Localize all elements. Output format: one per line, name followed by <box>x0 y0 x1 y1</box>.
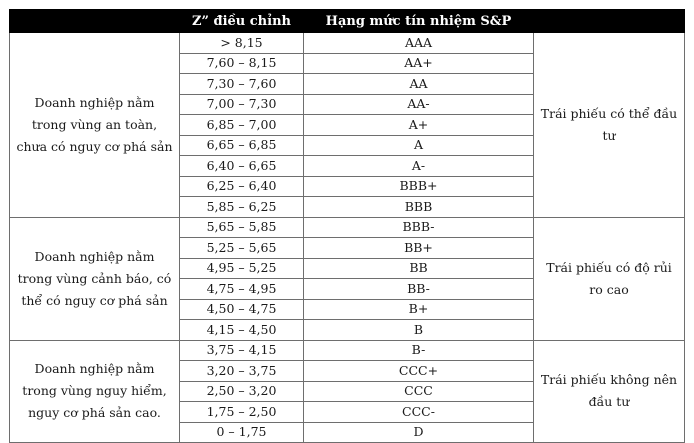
sp-rating-cell: BB+ <box>304 238 534 259</box>
header-sp-rating: Hạng mức tín nhiệm S&P <box>304 10 534 33</box>
sp-rating-cell: BBB <box>304 197 534 218</box>
z-score-range-cell: 7,30 – 7,60 <box>180 74 304 95</box>
sp-rating-cell: A <box>304 135 534 156</box>
sp-rating-cell: BB <box>304 258 534 279</box>
sp-rating-cell: D <box>304 422 534 443</box>
header-advice-column <box>534 10 685 33</box>
z-score-range-cell: 2,50 – 3,20 <box>180 381 304 402</box>
credit-rating-table-container <box>9 9 684 443</box>
z-score-range-cell: 7,60 – 8,15 <box>180 53 304 74</box>
z-score-range-cell: 6,40 – 6,65 <box>180 156 304 177</box>
header-row <box>10 10 685 33</box>
z-score-range-cell: 7,00 – 7,30 <box>180 94 304 115</box>
sp-rating-cell: BBB- <box>304 217 534 238</box>
z-score-range-cell: 5,85 – 6,25 <box>180 197 304 218</box>
sp-rating-cell: CCC+ <box>304 361 534 382</box>
bond-advice-label: Trái phiếu không nên đầu tư <box>534 340 685 443</box>
sp-rating-cell: AA- <box>304 94 534 115</box>
header-z-score: Z” điều chỉnh <box>180 10 304 33</box>
z-score-range-cell: 6,65 – 6,85 <box>180 135 304 156</box>
risk-zone-label: Doanh nghiệp nằm trong vùng an toàn, chưa có nguy cơ phá sản <box>10 33 180 218</box>
sp-rating-cell: B- <box>304 340 534 361</box>
table-body <box>10 33 685 443</box>
sp-rating-cell: A+ <box>304 115 534 136</box>
risk-zone-label: Doanh nghiệp nằm trong vùng nguy hiểm, nguy cơ phá sản cao. <box>10 340 180 443</box>
z-score-range-cell: > 8,15 <box>180 33 304 54</box>
sp-rating-cell: B <box>304 320 534 341</box>
sp-rating-cell: BBB+ <box>304 176 534 197</box>
risk-zone-label: Doanh nghiệp nằm trong vùng cảnh báo, có thể có nguy cơ phá sản <box>10 217 180 340</box>
z-score-range-cell: 4,75 – 4,95 <box>180 279 304 300</box>
z-score-range-cell: 5,25 – 5,65 <box>180 238 304 259</box>
bond-advice-label: Trái phiếu có thể đầu tư <box>534 33 685 218</box>
z-score-range-cell: 5,65 – 5,85 <box>180 217 304 238</box>
z-score-range-cell: 6,85 – 7,00 <box>180 115 304 136</box>
bond-advice-label: Trái phiếu có độ rủi ro cao <box>534 217 685 340</box>
credit-rating-table <box>9 9 685 443</box>
sp-rating-cell: BB- <box>304 279 534 300</box>
z-score-range-cell: 3,20 – 3,75 <box>180 361 304 382</box>
table-row <box>10 217 685 238</box>
z-score-range-cell: 4,95 – 5,25 <box>180 258 304 279</box>
table-row <box>10 33 685 54</box>
sp-rating-cell: CCC <box>304 381 534 402</box>
z-score-range-cell: 0 – 1,75 <box>180 422 304 443</box>
sp-rating-cell: AA <box>304 74 534 95</box>
header-group-column <box>10 10 180 33</box>
z-score-range-cell: 6,25 – 6,40 <box>180 176 304 197</box>
sp-rating-cell: B+ <box>304 299 534 320</box>
sp-rating-cell: AA+ <box>304 53 534 74</box>
sp-rating-cell: AAA <box>304 33 534 54</box>
z-score-range-cell: 4,50 – 4,75 <box>180 299 304 320</box>
sp-rating-cell: A- <box>304 156 534 177</box>
z-score-range-cell: 4,15 – 4,50 <box>180 320 304 341</box>
z-score-range-cell: 1,75 – 2,50 <box>180 402 304 423</box>
table-row <box>10 340 685 361</box>
z-score-range-cell: 3,75 – 4,15 <box>180 340 304 361</box>
sp-rating-cell: CCC- <box>304 402 534 423</box>
